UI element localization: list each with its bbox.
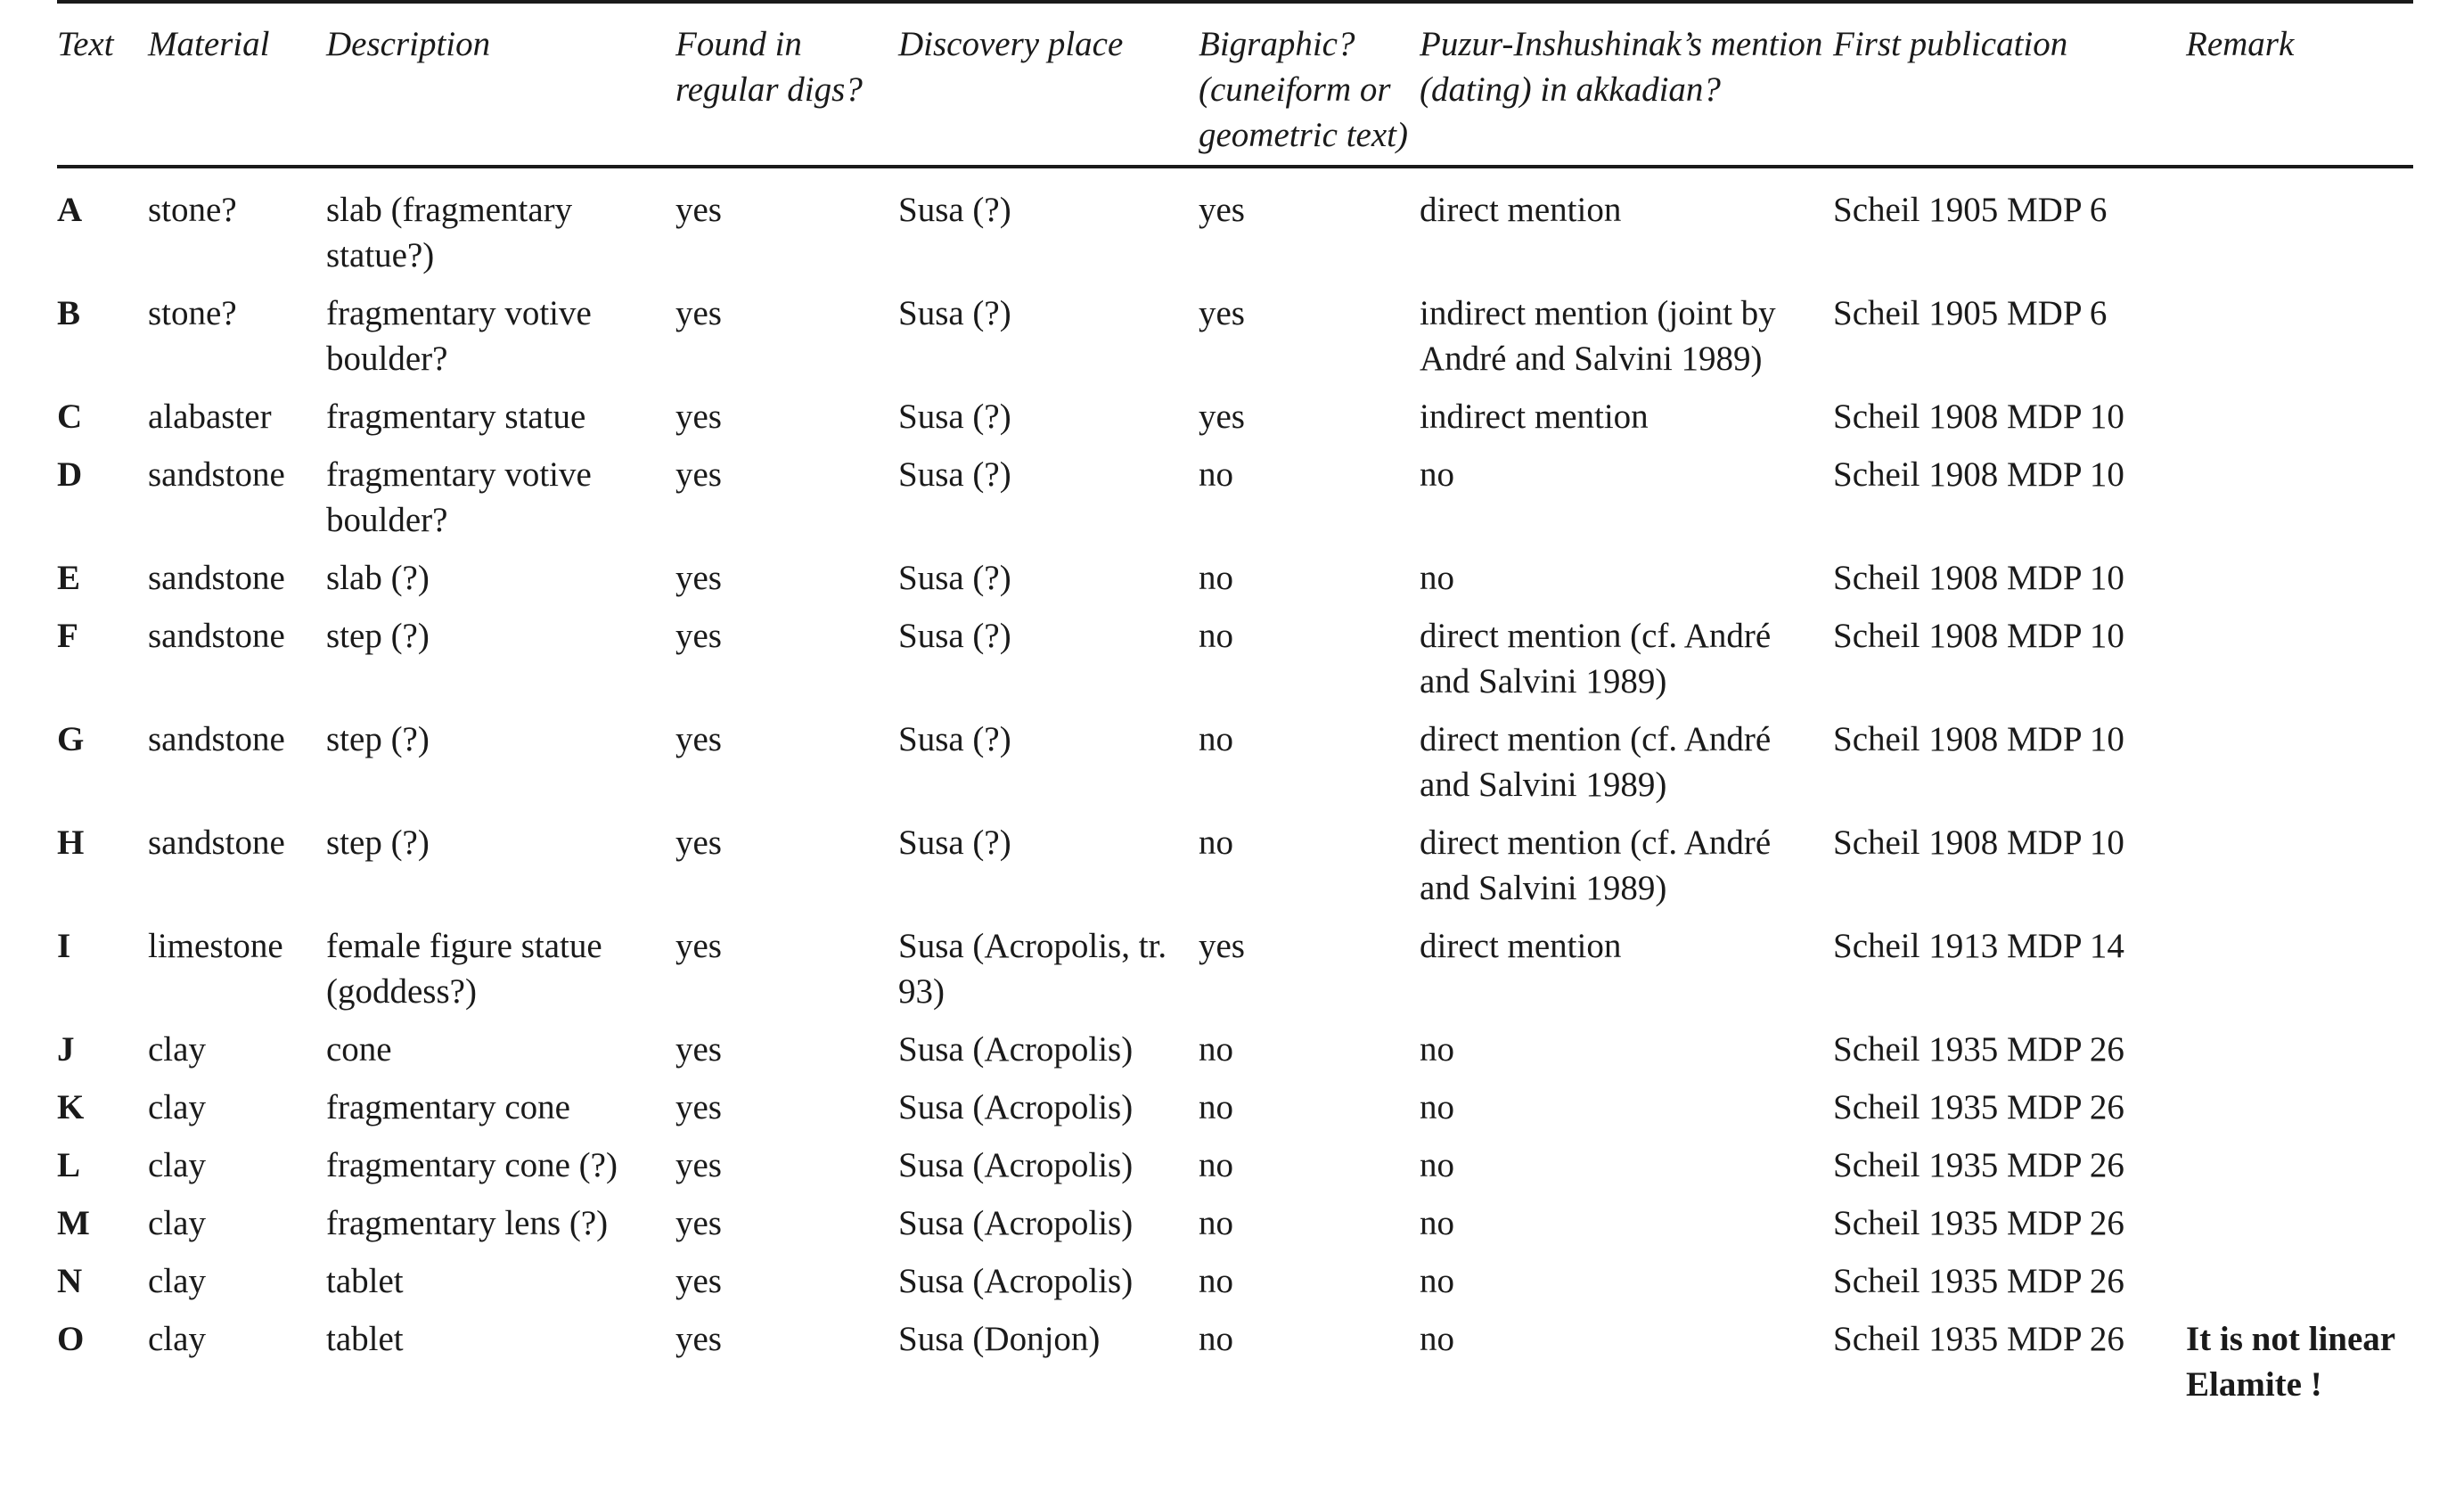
table-row — [57, 1258, 2413, 1316]
cell-discovery-place: Susa (?) — [898, 617, 1011, 655]
cell-text: L — [57, 1146, 81, 1184]
table-row — [57, 613, 2413, 717]
cell-puzur-inshushinak-mention: no — [1420, 559, 1454, 597]
cell-puzur-inshushinak-mention: direct mention — [1420, 927, 1622, 965]
cell-text: A — [57, 191, 83, 229]
cell-puzur-inshushinak-mention: no — [1420, 1030, 1454, 1069]
column-header-remark: Remark — [2186, 4, 2413, 167]
cell-puzur-inshushinak-mention: indirect mention — [1420, 397, 1649, 436]
cell-material: sandstone — [148, 720, 285, 758]
cell-text: K — [57, 1088, 85, 1126]
table-row — [57, 167, 2413, 291]
cell-text: J — [57, 1030, 75, 1069]
cell-puzur-inshushinak-mention: direct mention (cf. André and Salvini 1989) — [1420, 720, 1772, 804]
cell-discovery-place: Susa (Acropolis) — [898, 1030, 1134, 1069]
header-row — [57, 4, 2413, 167]
cell-description: tablet — [326, 1262, 404, 1300]
table-row — [57, 1316, 2413, 1420]
inscriptions-table — [57, 4, 2413, 1420]
table-body — [57, 167, 2413, 1420]
cell-bigraphic: no — [1199, 823, 1233, 862]
cell-first-publication: Scheil 1905 MDP 6 — [1833, 294, 2108, 332]
table-row — [57, 1200, 2413, 1258]
cell-discovery-place: Susa (?) — [898, 191, 1011, 229]
cell-found-in-regular-digs: yes — [675, 823, 722, 862]
column-header-first-publication: First publication — [1833, 4, 2186, 167]
cell-text: C — [57, 397, 83, 436]
cell-remark — [2186, 820, 2413, 923]
column-header-material: Material — [148, 4, 326, 167]
cell-first-publication: Scheil 1908 MDP 10 — [1833, 823, 2124, 862]
cell-first-publication: Scheil 1935 MDP 26 — [1833, 1088, 2124, 1126]
cell-discovery-place: Susa (?) — [898, 294, 1011, 332]
cell-remark: It is not linear Elamite ! — [2186, 1320, 2395, 1404]
cell-found-in-regular-digs: yes — [675, 397, 722, 436]
cell-puzur-inshushinak-mention: no — [1420, 1088, 1454, 1126]
cell-material: clay — [148, 1262, 206, 1300]
cell-description: fragmentary votive boulder? — [326, 294, 592, 378]
column-header-discovery-place: Discovery place — [898, 4, 1199, 167]
cell-text: D — [57, 455, 83, 494]
cell-bigraphic: no — [1199, 1146, 1233, 1184]
cell-discovery-place: Susa (?) — [898, 455, 1011, 494]
cell-puzur-inshushinak-mention: direct mention — [1420, 191, 1622, 229]
cell-remark — [2186, 613, 2413, 717]
cell-found-in-regular-digs: yes — [675, 191, 722, 229]
cell-first-publication: Scheil 1908 MDP 10 — [1833, 559, 2124, 597]
cell-puzur-inshushinak-mention: indirect mention (joint by André and Salvini 1989) — [1420, 294, 1776, 378]
cell-discovery-place: Susa (Donjon) — [898, 1320, 1101, 1358]
cell-found-in-regular-digs: yes — [675, 1146, 722, 1184]
cell-remark — [2186, 291, 2413, 394]
cell-remark — [2186, 1027, 2413, 1085]
cell-remark — [2186, 452, 2413, 555]
table-row — [57, 452, 2413, 555]
cell-discovery-place: Susa (?) — [898, 823, 1011, 862]
cell-material: alabaster — [148, 397, 272, 436]
cell-material: sandstone — [148, 559, 285, 597]
cell-material: limestone — [148, 927, 283, 965]
cell-discovery-place: Susa (Acropolis) — [898, 1146, 1134, 1184]
cell-puzur-inshushinak-mention: no — [1420, 1146, 1454, 1184]
cell-found-in-regular-digs: yes — [675, 617, 722, 655]
cell-description: fragmentary lens (?) — [326, 1204, 609, 1242]
cell-material: clay — [148, 1146, 206, 1184]
table-row — [57, 291, 2413, 394]
cell-text: O — [57, 1320, 85, 1358]
cell-material: sandstone — [148, 617, 285, 655]
table-row — [57, 555, 2413, 613]
cell-bigraphic: no — [1199, 720, 1233, 758]
cell-first-publication: Scheil 1908 MDP 10 — [1833, 720, 2124, 758]
cell-description: cone — [326, 1030, 392, 1069]
cell-puzur-inshushinak-mention: no — [1420, 1262, 1454, 1300]
cell-description: tablet — [326, 1320, 404, 1358]
cell-text: F — [57, 617, 78, 655]
cell-description: fragmentary cone (?) — [326, 1146, 618, 1184]
cell-found-in-regular-digs: yes — [675, 455, 722, 494]
cell-first-publication: Scheil 1935 MDP 26 — [1833, 1320, 2124, 1358]
cell-found-in-regular-digs: yes — [675, 1088, 722, 1126]
table-row — [57, 1027, 2413, 1085]
cell-bigraphic: no — [1199, 1204, 1233, 1242]
cell-puzur-inshushinak-mention: direct mention (cf. André and Salvini 1989) — [1420, 617, 1772, 700]
cell-bigraphic: yes — [1199, 294, 1245, 332]
cell-discovery-place: Susa (Acropolis) — [898, 1262, 1134, 1300]
cell-remark — [2186, 555, 2413, 613]
cell-puzur-inshushinak-mention: no — [1420, 1320, 1454, 1358]
cell-discovery-place: Susa (?) — [898, 559, 1011, 597]
cell-bigraphic: no — [1199, 1088, 1233, 1126]
cell-text: N — [57, 1262, 83, 1300]
cell-description: fragmentary statue — [326, 397, 586, 436]
cell-material: stone? — [148, 191, 237, 229]
cell-discovery-place: Susa (?) — [898, 397, 1011, 436]
cell-remark — [2186, 717, 2413, 820]
cell-first-publication: Scheil 1908 MDP 10 — [1833, 397, 2124, 436]
cell-material: clay — [148, 1320, 206, 1358]
cell-material: clay — [148, 1030, 206, 1069]
cell-description: female figure statue (goddess?) — [326, 927, 602, 1011]
cell-text: I — [57, 927, 71, 965]
cell-text: B — [57, 294, 81, 332]
cell-first-publication: Scheil 1913 MDP 14 — [1833, 927, 2124, 965]
cell-text: M — [57, 1204, 90, 1242]
cell-remark — [2186, 1200, 2413, 1258]
cell-text: G — [57, 720, 85, 758]
cell-found-in-regular-digs: yes — [675, 559, 722, 597]
cell-first-publication: Scheil 1935 MDP 26 — [1833, 1204, 2124, 1242]
cell-description: step (?) — [326, 823, 430, 862]
cell-discovery-place: Susa (Acropolis, tr. 93) — [898, 927, 1167, 1011]
cell-first-publication: Scheil 1908 MDP 10 — [1833, 455, 2124, 494]
cell-description: fragmentary votive boulder? — [326, 455, 592, 539]
cell-puzur-inshushinak-mention: no — [1420, 1204, 1454, 1242]
cell-material: stone? — [148, 294, 237, 332]
table-row — [57, 820, 2413, 923]
cell-bigraphic: yes — [1199, 927, 1245, 965]
cell-found-in-regular-digs: yes — [675, 927, 722, 965]
cell-remark — [2186, 923, 2413, 1027]
cell-puzur-inshushinak-mention: direct mention (cf. André and Salvini 1989) — [1420, 823, 1772, 907]
cell-bigraphic: no — [1199, 1030, 1233, 1069]
cell-discovery-place: Susa (?) — [898, 720, 1011, 758]
column-header-puzur-inshushinak-mention: Puzur-Inshushinak’s mention (dating) in akkadian? — [1420, 4, 1833, 167]
cell-description: step (?) — [326, 720, 430, 758]
cell-remark — [2186, 1085, 2413, 1143]
cell-found-in-regular-digs: yes — [675, 720, 722, 758]
column-header-description: Description — [326, 4, 675, 167]
cell-first-publication: Scheil 1908 MDP 10 — [1833, 617, 2124, 655]
cell-remark — [2186, 394, 2413, 452]
cell-found-in-regular-digs: yes — [675, 1262, 722, 1300]
cell-bigraphic: no — [1199, 455, 1233, 494]
cell-bigraphic: no — [1199, 617, 1233, 655]
cell-material: clay — [148, 1088, 206, 1126]
cell-first-publication: Scheil 1905 MDP 6 — [1833, 191, 2108, 229]
table-row — [57, 394, 2413, 452]
cell-remark — [2186, 167, 2413, 291]
cell-remark — [2186, 1258, 2413, 1316]
cell-bigraphic: no — [1199, 1320, 1233, 1358]
table-row — [57, 1085, 2413, 1143]
column-header-bigraphic: Bigraphic? (cuneiform or geometric text) — [1199, 4, 1420, 167]
cell-description: slab (?) — [326, 559, 430, 597]
column-header-found-in-regular-digs: Found in regular digs? — [675, 4, 898, 167]
cell-material: sandstone — [148, 823, 285, 862]
table-row — [57, 923, 2413, 1027]
cell-bigraphic: no — [1199, 1262, 1233, 1300]
cell-first-publication: Scheil 1935 MDP 26 — [1833, 1146, 2124, 1184]
cell-first-publication: Scheil 1935 MDP 26 — [1833, 1262, 2124, 1300]
cell-description: fragmentary cone — [326, 1088, 570, 1126]
cell-bigraphic: no — [1199, 559, 1233, 597]
cell-discovery-place: Susa (Acropolis) — [898, 1204, 1134, 1242]
cell-bigraphic: yes — [1199, 397, 1245, 436]
table-row — [57, 717, 2413, 820]
cell-found-in-regular-digs: yes — [675, 1030, 722, 1069]
cell-puzur-inshushinak-mention: no — [1420, 455, 1454, 494]
cell-description: slab (fragmentary statue?) — [326, 191, 573, 274]
cell-text: E — [57, 559, 81, 597]
cell-text: H — [57, 823, 85, 862]
cell-first-publication: Scheil 1935 MDP 26 — [1833, 1030, 2124, 1069]
cell-bigraphic: yes — [1199, 191, 1245, 229]
cell-found-in-regular-digs: yes — [675, 294, 722, 332]
table-container — [57, 0, 2413, 1420]
cell-material: clay — [148, 1204, 206, 1242]
column-header-text: Text — [57, 4, 148, 167]
cell-description: step (?) — [326, 617, 430, 655]
table-row — [57, 1143, 2413, 1200]
cell-material: sandstone — [148, 455, 285, 494]
cell-discovery-place: Susa (Acropolis) — [898, 1088, 1134, 1126]
cell-found-in-regular-digs: yes — [675, 1320, 722, 1358]
cell-found-in-regular-digs: yes — [675, 1204, 722, 1242]
cell-remark — [2186, 1143, 2413, 1200]
